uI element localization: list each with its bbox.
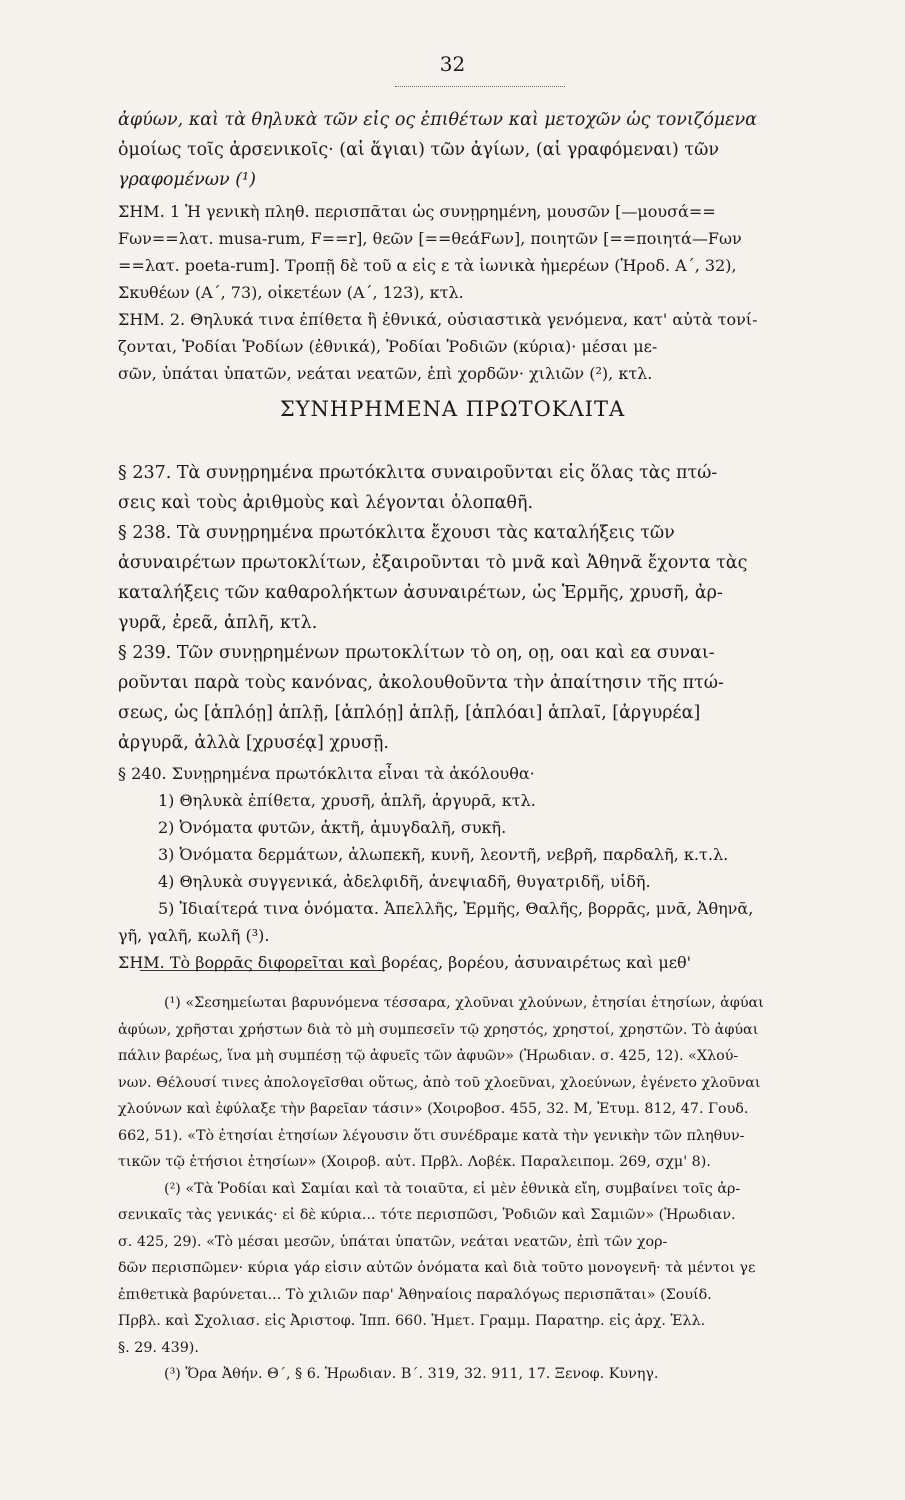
footnote-line: τικῶν τῷ ἐτήσιοι ἐτησίων» (Χοιροβ. αὐτ. Πρβλ. Λοβέκ. Παραλειπομ. 269, σχμ' 8). bbox=[118, 1154, 711, 1170]
footnotes bbox=[118, 990, 880, 1388]
text-line: ἀργυρᾶ, ἀλλὰ [χρυσέᾳ] χρυσῇ. bbox=[118, 733, 389, 753]
text-line: § 237. Τὰ συνῃρημένα πρωτόκλιτα συναιροῦνται εἰς ὅλας τὰς πτώ- bbox=[118, 463, 718, 483]
section-heading: ΣΥΝΗΡΗΜΕΝΑ ΠΡΩΤΟΚΛΙΤΑ bbox=[279, 397, 626, 421]
footnote-line: Πρβλ. καὶ Σχολιασ. εἰς Ἀριστοφ. Ἱππ. 660. Ἡμετ. Γραμμ. Παρατηρ. εἰς ἀρχ. Ἑλλ. bbox=[118, 1313, 706, 1329]
text-line: σεις καὶ τοὺς ἀριθμοὺς καὶ λέγονται ὁλοπαθῆ. bbox=[118, 493, 534, 513]
footnote-line: σενικαῖς τὰς γενικάς· εἰ δὲ κύρια... τότε περισπῶσι, Ῥοδιῶν καὶ Σαμιῶν» (Ἡρωδιαν. bbox=[118, 1207, 736, 1223]
text-line: γραφομένων (¹) bbox=[118, 170, 256, 190]
list-item: 2) Ὀνόματα φυτῶν, ἀκτῆ, ἀμυγδαλῆ, συκῆ. bbox=[158, 818, 507, 837]
list-item: 1) Θηλυκὰ ἐπίθετα, χρυσῆ, ἁπλῆ, ἀργυρᾶ, κτλ. bbox=[158, 791, 536, 810]
section-line: § 240. Συνῃρημένα πρωτόκλιτα εἶναι τὰ ἀκόλουθα· bbox=[118, 764, 535, 783]
list-item: γῆ, γαλῆ, κωλῆ (³). bbox=[118, 926, 270, 945]
note-line: σῶν, ὑπάται ὑπατῶν, νεάται νεατῶν, ἐπὶ χορδῶν· χιλιῶν (²), κτλ. bbox=[118, 364, 653, 383]
list-item: 3) Ὀνόματα δερμάτων, ἀλωπεκῆ, κυνῆ, λεοντῆ, νεβρῆ, παρδαλῆ, κ.τ.λ. bbox=[158, 845, 729, 864]
decorative-rule bbox=[395, 86, 565, 91]
top-paragraph bbox=[118, 105, 880, 195]
footnote-line: 662, 51). «Τὸ ἐτησίαι ἐτησίων λέγουσιν ὅτι συνέδραμε κατὰ τὴν γενικὴν τῶν πληθυν- bbox=[118, 1127, 745, 1144]
notes-block bbox=[118, 198, 880, 387]
note-line: ==λατ. poeta-rum]. Τροπῇ δὲ τοῦ α εἰς ε τὰ ἰωνικὰ ἡμερέων (Ἡροδ. Α΄, 32), bbox=[118, 256, 737, 275]
footnote-line: δῶν περισπῶμεν· κύρια γάρ εἰσιν αὐτῶν ὀνόματα καὶ διὰ τοῦτο μονογενῆ· τὰ μέντοι γε bbox=[118, 1260, 756, 1276]
text-line: γυρᾶ, ἐρεᾶ, ἁπλῆ, κτλ. bbox=[118, 613, 318, 633]
note-line: ΣΗΜ. Τὸ βορρᾶς διφορεῖται καὶ βορέας, βορέου, ἀσυναιρέτως καὶ μεθ' bbox=[118, 953, 692, 972]
footnote-line: χλούνων καὶ ἐφύλαξε τὴν βαρεῖαν τάσιν» (Χοιροβοσ. 455, 32. Μ, Ἐτυμ. 812, 47. Γουδ. bbox=[118, 1101, 749, 1117]
note-line: Fων==λατ. musa-rum, F==r], θεῶν [==θεάFων], ποιητῶν [==ποιητά—Fων bbox=[118, 229, 742, 248]
footnote-rule bbox=[140, 970, 385, 971]
text-line: ἀφύων, καὶ τὰ θηλυκὰ τῶν εἰς ος ἐπιθέτων καὶ μετοχῶν ὡς τονιζόμενα bbox=[118, 110, 757, 130]
text-line: § 238. Τὰ συνῃρημένα πρωτόκλιτα ἔχουσι τὰς καταλήξεις τῶν bbox=[118, 523, 675, 543]
footnote-line: (³) Ὅρα Ἀθήν. Θ΄, § 6. Ἡρωδιαν. Β΄. 319, 32. 911, 17. Ξενοφ. Κυνηγ. bbox=[164, 1366, 659, 1382]
page-number: 32 bbox=[439, 52, 466, 76]
footnote-line: (²) «Τὰ Ῥοδίαι καὶ Σαμίαι καὶ τὰ τοιαῦτα, εἰ μὲν ἐθνικὰ εἴη, συμβαίνει τοῖς ἀρ- bbox=[164, 1180, 741, 1197]
note-line: ΣΗΜ. 1 Ἡ γενικὴ πληθ. περισπᾶται ὡς συνῃρημένη, μουσῶν [—μουσά== bbox=[118, 202, 716, 221]
list-item: 5) Ἰδιαίτερά τινα ὀνόματα. Ἀπελλῆς, Ἑρμῆς, Θαλῆς, βορρᾶς, μνᾶ, Ἀθηνᾶ, bbox=[158, 899, 754, 918]
main-paragraphs bbox=[118, 458, 880, 758]
text-line: ἀσυναιρέτων πρωτοκλίτων, ἐξαιροῦνται τὸ μνᾶ καὶ Ἀθηνᾶ ἔχοντα τὰς bbox=[118, 553, 748, 573]
note-line: ΣΗΜ. 2. Θηλυκά τινα ἐπίθετα ἢ ἐθνικά, οὐσιαστικὰ γενόμενα, κατ' αὐτὰ τονί- bbox=[118, 310, 758, 329]
list-item: 4) Θηλυκὰ συγγενικά, ἀδελφιδῆ, ἀνεψιαδῆ, θυγατριδῆ, υἱδῆ. bbox=[158, 872, 651, 891]
footnote-line: §. 29. 439). bbox=[118, 1339, 199, 1356]
text-line: καταλήξεις τῶν καθαρολήκτων ἀσυναιρέτων, ὡς Ἑρμῆς, χρυσῆ, ἀρ- bbox=[118, 583, 723, 603]
note-line: Σκυθέων (Α΄, 73), οἰκετέων (Α΄, 123), κτλ. bbox=[118, 283, 464, 302]
footnote-line: σ. 425, 29). «Τὸ μέσαι μεσῶν, ὑπάται ὑπατῶν, νεάται νεατῶν, ἐπὶ τῶν χορ- bbox=[118, 1233, 668, 1250]
text-line: ροῦνται παρὰ τοὺς κανόνας, ἀκολουθοῦντα τὴν ἀπαίτησιν τῆς πτώ- bbox=[118, 673, 724, 693]
footnote-line: ἀφύων, χρῆσται χρήστων διὰ τὸ μὴ συμπεσεῖν τῷ χρηστός, χρηστοί, χρηστῶν. Τὸ ἀφύαι bbox=[118, 1021, 759, 1038]
text-line: σεως, ὡς [ἁπλόῃ] ἁπλῇ, [ἁπλόῃ] ἁπλῇ, [ἁπλόαι] ἁπλαῖ, [ἀργυρέα] bbox=[118, 703, 701, 723]
section-240 bbox=[118, 760, 880, 976]
text-line: ὁμοίως τοῖς ἀρσενικοῖς· (αἱ ἅγιαι) τῶν ἁγίων, (αἱ γραφόμεναι) τῶν bbox=[118, 140, 720, 160]
text-line: § 239. Τῶν συνῃρημένων πρωτοκλίτων τὸ οη, οῃ, οαι καὶ εα συναι- bbox=[118, 643, 715, 663]
footnote-line: νων. Θέλουσί τινες ἀπολογεῖσθαι οὕτως, ἀπὸ τοῦ χλοεῦναι, χλοεύνων, ἐγένετο χλοῦναι bbox=[118, 1074, 761, 1091]
footnote-line: ἐπιθετικὰ βαρύνεται... Τὸ χιλιῶν παρ' Ἀθηναίοις παραλόγως περισπᾶται» (Σουίδ. bbox=[118, 1286, 712, 1303]
footnote-line: πάλιν βαρέως, ἵνα μὴ συμπέσῃ τῷ ἀφυεῖς τῶν ἀφυῶν» (Ἡρωδιαν. σ. 425, 12). «Χλού- bbox=[118, 1048, 739, 1064]
note-line: ζονται, Ῥοδίαι Ῥοδίων (ἐθνικά), Ῥοδίαι Ῥοδιῶν (κύρια)· μέσαι με- bbox=[118, 337, 658, 356]
footnote-line: (¹) «Σεσημείωται βαρυνόμενα τέσσαρα, χλοῦναι χλούνων, ἐτησίαι ἐτησίων, ἀφύαι bbox=[164, 995, 764, 1011]
